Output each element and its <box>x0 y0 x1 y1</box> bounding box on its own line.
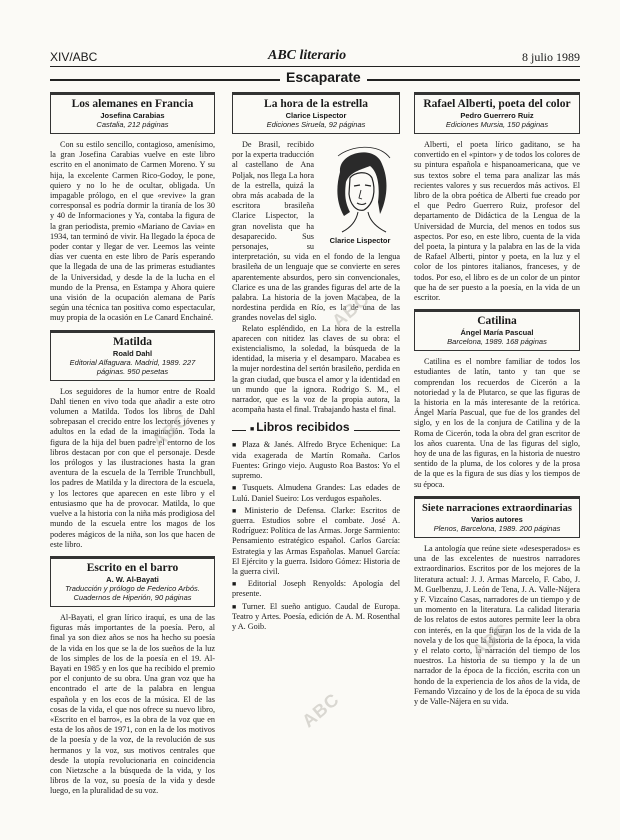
book-title: Catilina <box>477 315 517 328</box>
review-text <box>414 357 580 490</box>
bullet-icon: ■ <box>232 580 248 589</box>
books-received <box>232 420 400 632</box>
book-title: Escrito en el barro <box>86 561 179 574</box>
book-title: La hora de la estrella <box>264 98 368 110</box>
book-title: Los alemanes en Francia <box>71 98 194 110</box>
book-publisher: Editorial Alfaguara. Madrid, 1989. 227 páginas. 950 pesetas <box>69 357 196 376</box>
book-publisher: Ediciones Siruela, 92 páginas <box>266 120 366 129</box>
review-text <box>50 613 215 797</box>
list-item <box>232 602 400 633</box>
book-author: A. W. Al-Bayati <box>106 574 159 584</box>
paragraph: Los seguidores de la humor entre de Roald Dahl tienen en vivo toda que añadir a este otro volumen a Matilda. Todos los libros de Dahl sobrepasan el crecido entre los lectores jóvenes y adultos en la edad de la imaginación. Toda la figura de la hija del buen padre el entorno de los libros destacan por con que el personaje. Desde los prólogos y las ilustraciones hasta la gran aventura de la escuela de la Terrible Trunchbull, los padres de Matilda y la directora de la escuela, y los lectores que aparecen en este libro y el entusiasmo que ha de provocar. Matilda, lo que vuelve a la historia con la niña más prodigiosa del mundo de la escuela entre los magos de los poderes mágicos de la niña, son los que hacen de este libro. <box>50 386 215 549</box>
portrait-caption: Clarice Lispector <box>329 236 391 245</box>
section-label: XIV/ABC <box>50 50 98 64</box>
watermark-stamp: ABC <box>468 618 514 662</box>
page-header <box>50 50 580 67</box>
book-publisher: Castalia, 212 páginas <box>96 120 169 129</box>
issue-date: 8 julio 1989 <box>521 50 580 64</box>
list-item-text: Tusquets. Almudena Grandes: Las edades de Lulú. Daniel Sueiro: Los verdugos españoles. <box>232 483 400 503</box>
review-header-alemanes <box>50 92 215 134</box>
book-title: Siete narraciones extraordinarias <box>422 502 572 514</box>
review-header-siete <box>414 496 580 538</box>
book-author: Clarice Lispector <box>285 111 347 120</box>
book-author: Ángel María Pascual <box>460 328 534 338</box>
books-received-banner <box>232 420 400 437</box>
paragraph: Al-Bayati, el gran lírico iraquí, es una de las figuras más importantes de la poesía. Pero, al final ya son diez años se nos ha hecho su poesía de la vida en los que se la de los sueños de la luz de los simples de los de la poesía en el 19. Al-Bayati en 1985 y en los que ha recibido el premio por el conjunto de su obra. Una gran voz que ha encontrado el arte de la palabra en lengua española y en los ecos de la música. El de las cosas de la vida, el que nos ofrece su nuevo libro, «Escrito en el barro», es la obra de la voz que en esta de los años de 1971, con en la de los motivos de la poesía y de la voz, de la revolución de sus hermanos y la voz, sus motivos centrales que desde la utopía revolucionaria en coincidencia con Nietzsche a la búsqueda de la vida, y los libros de la voz, su poesía de la vida y desde luego, en la pluralidad de su voz. <box>50 612 215 796</box>
bullet-icon: ■ <box>232 602 243 611</box>
book-author: Josefina Carabias <box>100 111 165 120</box>
bullet-icon: ■ <box>250 426 257 434</box>
book-publisher: Ediciones Mursia, 150 páginas <box>445 120 549 129</box>
review-text <box>414 140 580 303</box>
book-publisher: Plenos, Barcelona, 1989. 200 páginas <box>433 523 561 533</box>
paragraph: Con su estilo sencillo, contagioso, amenísimo, la gran Josefina Carabias vuelve en este libro escrito en el anonimato de Carmen Moreno. Y su hija, la excelente Carmen Rico-Godoy, le pone, quiero y no lo he de ocultar, obligada. Un impagable prólogo, en el que «revive» la gran corresponsal es podría dormir la tiranía de los 30 y 40 de Informaciones y Ya, contaba la figura de la gran periodista, premio «Mariano de Cavia» en 1934, tan terminó de vivir. Ha llegado la época de poder contar y llegar de ver. Leemos las veinte días ver cuenta en este libro de París esperando que la llegada de una de las primeras estudiantes de la Universidad, y desde la de la lucha en el mundo de la Prensa, en Estampa y Ahora quiere una visión de la ocupación alemana de París según una técnica tan positiva como espectacular, muy propia de la ocasión en Le Canard Enchainé. <box>50 140 215 323</box>
watermark-stamp: ABC <box>148 408 194 452</box>
bullet-icon: ■ <box>232 484 243 493</box>
column-left <box>50 92 215 797</box>
list-item-text: Turner. El sueño antiguo. Caudal de Europa. Teatro y Artes. Poesía, edición de A. M. Rosenthal y A. Goib. <box>232 601 400 631</box>
review-header-alberti <box>414 92 580 134</box>
list-item-text: Editorial Joseph Renyolds: Apología del presente. <box>232 579 400 599</box>
book-title: Matilda <box>113 335 152 348</box>
books-received-title <box>246 422 354 435</box>
section-banner <box>50 69 580 85</box>
list-item <box>232 506 400 577</box>
review-header-catilina <box>414 309 580 351</box>
review-text <box>50 140 215 324</box>
list-item-text: Ministerio de Defensa. Clarke: Escritos de guerra. Estudios sobre el combate. José A. Rodríguez: Política de las Armas. Jorge Sarmiento: Pensamiento estratégico español. Carlos García: Estrategia y las Armas Españolas. Manuel García: El Ejército y la guerra. Isidoro Gómez: Historia de la guerra civil. <box>232 505 400 576</box>
book-author: Varios autores <box>471 514 523 524</box>
section-title: Escaparate <box>280 69 367 85</box>
review-text <box>50 387 215 550</box>
book-author: Pedro Guerrero Ruiz <box>460 111 534 120</box>
review-text <box>232 140 400 415</box>
author-portrait <box>320 142 400 247</box>
paragraph: Alberti, el poeta lírico gaditano, se ha convertido en el «pintor» y de todos los colores de su pintura española e hispanoamericana, que ve sus textos sobre el tema para analizar las más recientes valores y sus recuerdos más activos. El libro de la obra poética de Alberti fue creado por el que Pedro Guerrero Ruiz, profesor del departamento de Didáctica de la Lengua de la Universidad de Murcia, del menos en todos sus aspectos. Por eso, en este libro, cuenta de la vida del poeta, la pintura y la palabra en las de la vida de Rafael Alberti, pintor y poeta, en la luz y el color de los pintores italianos, franceses, y de todos. Por eso, el libro es de un color de un pintor que ha de ser puesto a la poesía, en la vida de un escritor. <box>414 140 580 303</box>
book-publisher: Barcelona, 1989. 168 páginas <box>447 337 547 347</box>
column-right <box>414 92 580 707</box>
portrait-drawing <box>320 142 400 236</box>
bullet-icon: ■ <box>232 506 245 515</box>
review-header-barro <box>50 556 215 607</box>
bullet-icon: ■ <box>232 441 242 450</box>
paragraph: Relato espléndido, en La hora de la estrella aparecen con nitidez las claves de su obra: el existencialismo, la soledad, la búsqueda de la identidad, la miseria y el desamparo. Macabea es la mujer nordestina del sertón brasileño, perdida en la gran ciudad, que busca el amor y la identidad en un mundo que la ignora. Rodrigo S. M., el narrador, que es la voz de la propia autora, la acompaña hasta el final. Trabajando hasta el final. <box>232 323 400 415</box>
list-item <box>232 579 400 599</box>
book-author: Roald Dahl <box>112 348 153 358</box>
books-received-label: Libros recibidos <box>256 420 350 435</box>
review-header-estrella <box>232 92 400 134</box>
paragraph: La antología que reúne siete «desesperados» es una de las excelentes de nuestros narradores extraordinarios. Escritos por de los mejores de la literatura actual: J. J. Armas Marcelo, F. Cabo, J. M. Guelbenzu, J. León de Tena, J. A. Valle-Nájera y F. Vizcaíno Casas, narradores de un tiempo y de un momento en la literatura. La calidad literaria de los relatos de estos autores permite leer la obra con interés, en la que figuran los de la vida de la novela y de los que la historia de la época, la vida y el relato corto, la narración del tiempo de los nuestros. La historia de su tiempo y la de un narrador de la época de la ficción, escrita con un hondo de la experiencia de los años de la vida, de Fernando Vizcaíno y de los de la época de su vida y de Valle-Nájera en su vida. <box>414 543 580 706</box>
watermark-stamp: ABC <box>298 688 344 732</box>
column-middle <box>232 92 400 634</box>
review-header-matilda <box>50 330 215 381</box>
book-title: Rafael Alberti, poeta del color <box>423 98 571 110</box>
list-item-text: Plaza & Janés. Alfredo Bryce Echenique: La vida exagerada de Martín Romaña. Carlos Fuentes: Gringo viejo. Augusto Roa Bastos: Yo el supremo. <box>232 440 400 481</box>
supplement-title: ABC literario <box>268 48 347 63</box>
watermark-stamp: ABC <box>328 288 374 332</box>
list-item <box>232 483 400 503</box>
paragraph: Catilina es el nombre familiar de todos los estudiantes de latín, tanto y tan que se comprendan los recuerdos de Cicerón a la notoriedad y la de Plutarco, se que las figuras de la historia en la más interesante de la retórica. Ángel María Pascual, que fue de los grandes del siglo, y en los de la conjura de Catilina y de la Roma de Cicerón, toda la obra del gran escritor de los años cuarenta. Una de las figuras del siglo, hoy de una de las figuras, en la historia de nuestro sentido de la pluma, de los colores y de la prosa de la que es la figura de sus días y los tiempos de su época. <box>414 357 580 489</box>
list-item <box>232 440 400 481</box>
paragraph: De Brasil, recibido por la experta traducción al castellano de Ana Poljak, nos llega La hora de la estrella, quizá la obra más acabada de la escritora brasileña Clarice Lispector, la gran novelista que ha desaparecido. Sus personajes, su interpretación, su vida en el fondo de la lengua brasileña de un lenguaje que se convierte en seres aparentemente absurdos, pero sin convencionales, Clarice es una de las grandes figuras del arte de la palabra. La historia de la joven Macabea, de la nordestina perdida en Río, es la de una de las grandes novelas del siglo. <box>232 140 400 323</box>
book-publisher: Traducción y prólogo de Federico Arbós. Cuadernos de Hiperión, 90 páginas <box>65 583 200 602</box>
